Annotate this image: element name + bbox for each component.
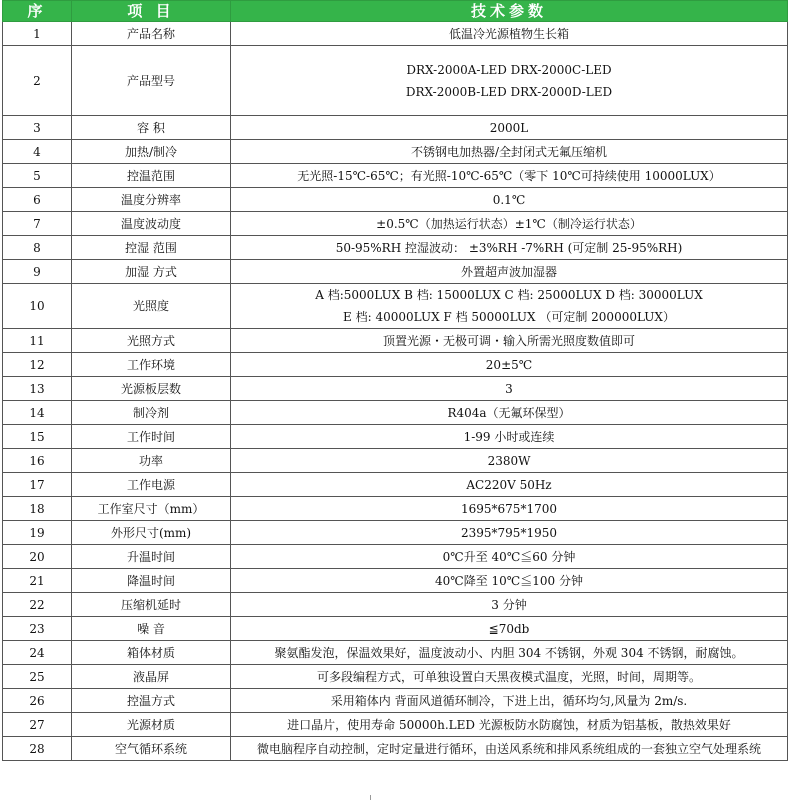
row-index: 23	[3, 617, 72, 641]
row-spec	[231, 236, 788, 260]
row-item: 箱体材质	[72, 641, 231, 665]
row-item: 液晶屏	[72, 665, 231, 689]
row-item: 外形尺寸(mm)	[72, 521, 231, 545]
row-item: 工作电源	[72, 473, 231, 497]
spec-line: A 档:5000LUX B 档: 15000LUX C 档: 25000LUX D 档: 30000LUX	[315, 288, 703, 302]
row-item: 噪 音	[72, 617, 231, 641]
row-item: 功率	[72, 449, 231, 473]
row-spec	[231, 737, 788, 761]
row-item: 控温方式	[72, 689, 231, 713]
row-index: 14	[3, 401, 72, 425]
divider	[370, 795, 371, 800]
row-index: 2	[3, 46, 72, 116]
row-item: 加热/制冷	[72, 140, 231, 164]
row-item: 工作环境	[72, 353, 231, 377]
row-item: 压缩机延时	[72, 593, 231, 617]
spec-line: 进口晶片，使用寿命 50000h.LED 光源板防水防腐蚀，材质为铝基板，散热效果好	[287, 717, 731, 732]
spec-line: 不锈钢电加热器/全封闭式无氟压缩机	[410, 144, 608, 159]
spec-table-body	[3, 22, 788, 761]
row-item: 产品名称	[72, 22, 231, 46]
table-row	[3, 164, 788, 188]
spec-table	[2, 0, 788, 761]
row-spec	[231, 425, 788, 449]
table-row	[3, 353, 788, 377]
table-row	[3, 212, 788, 236]
table-row	[3, 329, 788, 353]
spec-line: 2395*795*1950	[461, 525, 557, 540]
row-spec	[231, 545, 788, 569]
header-item: 项 目	[72, 1, 231, 22]
row-index: 24	[3, 641, 72, 665]
row-index: 12	[3, 353, 72, 377]
row-spec	[231, 713, 788, 737]
table-row	[3, 737, 788, 761]
row-spec	[231, 641, 788, 665]
table-row	[3, 116, 788, 140]
row-item: 加湿 方式	[72, 260, 231, 284]
row-spec	[231, 140, 788, 164]
row-index: 19	[3, 521, 72, 545]
spec-line: E 档: 40000LUX F 档 50000LUX （可定制 200000LUX）	[343, 310, 675, 324]
row-index: 25	[3, 665, 72, 689]
row-index: 5	[3, 164, 72, 188]
row-spec	[231, 569, 788, 593]
table-row	[3, 689, 788, 713]
row-spec	[231, 353, 788, 377]
spec-line: 2000L	[489, 120, 529, 135]
row-index: 7	[3, 212, 72, 236]
table-row	[3, 284, 788, 329]
row-spec	[231, 401, 788, 425]
spec-line: R404a（无氟环保型）	[447, 405, 571, 420]
header-spec: 技术参数	[231, 1, 788, 22]
row-index: 20	[3, 545, 72, 569]
row-item: 工作时间	[72, 425, 231, 449]
table-row	[3, 713, 788, 737]
row-spec	[231, 329, 788, 353]
row-spec	[231, 449, 788, 473]
row-index: 9	[3, 260, 72, 284]
row-index: 4	[3, 140, 72, 164]
table-row	[3, 545, 788, 569]
row-index: 11	[3, 329, 72, 353]
spec-line: 无光照-15℃-65℃；有光照-10℃-65℃（零下 10℃可持续使用 10000LUX）	[297, 168, 721, 183]
spec-line: 50-95%RH 控湿波动： ±3%RH -7%RH (可定制 25-95%RH)	[335, 240, 683, 255]
spec-line: 可多段编程方式，可单独设置白天黑夜模式温度，光照，时间，周期等。	[316, 669, 701, 684]
table-row	[3, 593, 788, 617]
row-index: 21	[3, 569, 72, 593]
spec-line: 采用箱体内 背面风道循环制冷，下进上出，循环均匀,风量为 2m/s.	[330, 693, 688, 708]
spec-line: 0℃升至 40℃≦60 分钟	[442, 549, 576, 564]
row-item: 光源板层数	[72, 377, 231, 401]
spec-line: 外置超声波加湿器	[460, 264, 557, 279]
spec-line: 3	[505, 381, 513, 396]
row-item: 降温时间	[72, 569, 231, 593]
row-index: 16	[3, 449, 72, 473]
spec-line: ≦70db	[488, 621, 530, 636]
table-row	[3, 617, 788, 641]
row-item: 升温时间	[72, 545, 231, 569]
row-item: 空气循环系统	[72, 737, 231, 761]
spec-line: DRX-2000A-LED DRX-2000C-LED	[406, 62, 612, 77]
spec-line: 1-99 小时或连续	[463, 429, 555, 444]
spec-line: DRX-2000B-LED DRX-2000D-LED	[405, 84, 613, 99]
spec-line: 微电脑程序自动控制，定时定量进行循环，由送风系统和排风系统组成的一套独立空气处理系统	[256, 741, 761, 756]
table-row	[3, 236, 788, 260]
row-spec	[231, 497, 788, 521]
table-row	[3, 569, 788, 593]
row-item: 容 积	[72, 116, 231, 140]
table-row	[3, 260, 788, 284]
table-row	[3, 641, 788, 665]
spec-line: 20±5℃	[485, 357, 533, 372]
table-row	[3, 188, 788, 212]
table-row	[3, 473, 788, 497]
spec-line: AC220V 50Hz	[466, 477, 552, 492]
row-spec	[231, 377, 788, 401]
row-item: 工作室尺寸（mm）	[72, 497, 231, 521]
table-row	[3, 497, 788, 521]
table-row	[3, 22, 788, 46]
row-spec	[231, 689, 788, 713]
row-spec	[231, 473, 788, 497]
row-index: 18	[3, 497, 72, 521]
table-row	[3, 377, 788, 401]
table-row	[3, 401, 788, 425]
row-item: 控温范围	[72, 164, 231, 188]
row-item: 光源材质	[72, 713, 231, 737]
row-item: 控湿 范围	[72, 236, 231, 260]
row-spec	[231, 212, 788, 236]
spec-line: ±0.5℃（加热运行状态）±1℃（制冷运行状态）	[376, 216, 642, 231]
row-item: 温度波动度	[72, 212, 231, 236]
spec-line: 40℃降至 10℃≦100 分钟	[435, 573, 583, 588]
table-row	[3, 449, 788, 473]
row-spec	[231, 284, 788, 329]
row-index: 3	[3, 116, 72, 140]
header-index: 序	[3, 1, 72, 22]
spec-line: 顶置光源・无极可调・输入所需光照度数值即可	[382, 333, 635, 348]
row-index: 10	[3, 284, 72, 329]
row-spec	[231, 116, 788, 140]
row-index: 17	[3, 473, 72, 497]
table-row	[3, 140, 788, 164]
row-index: 6	[3, 188, 72, 212]
row-spec	[231, 665, 788, 689]
row-index: 22	[3, 593, 72, 617]
row-spec	[231, 521, 788, 545]
spec-line: 低温冷光源植物生长箱	[448, 26, 569, 41]
spec-line: 3 分钟	[491, 597, 527, 612]
row-spec	[231, 164, 788, 188]
table-row	[3, 521, 788, 545]
spec-line: 2380W	[487, 453, 531, 468]
row-spec	[231, 260, 788, 284]
row-index: 26	[3, 689, 72, 713]
table-row	[3, 665, 788, 689]
spec-line: 1695*675*1700	[461, 501, 557, 516]
row-index: 28	[3, 737, 72, 761]
row-index: 13	[3, 377, 72, 401]
table-row	[3, 425, 788, 449]
row-spec	[231, 617, 788, 641]
row-item: 光照方式	[72, 329, 231, 353]
row-index: 1	[3, 22, 72, 46]
table-header-row	[3, 1, 788, 22]
row-spec	[231, 46, 788, 116]
spec-line: 0.1℃	[492, 192, 526, 207]
row-item: 产品型号	[72, 46, 231, 116]
row-spec	[231, 593, 788, 617]
row-index: 15	[3, 425, 72, 449]
row-item: 温度分辨率	[72, 188, 231, 212]
row-spec	[231, 22, 788, 46]
row-spec	[231, 188, 788, 212]
row-index: 8	[3, 236, 72, 260]
table-row	[3, 46, 788, 116]
spec-line: 聚氨酯发泡，保温效果好，温度波动小、内胆 304 不锈钢，外观 304 不锈钢，耐腐蚀。	[274, 645, 744, 660]
row-index: 27	[3, 713, 72, 737]
row-item: 制冷剂	[72, 401, 231, 425]
row-item: 光照度	[72, 284, 231, 329]
